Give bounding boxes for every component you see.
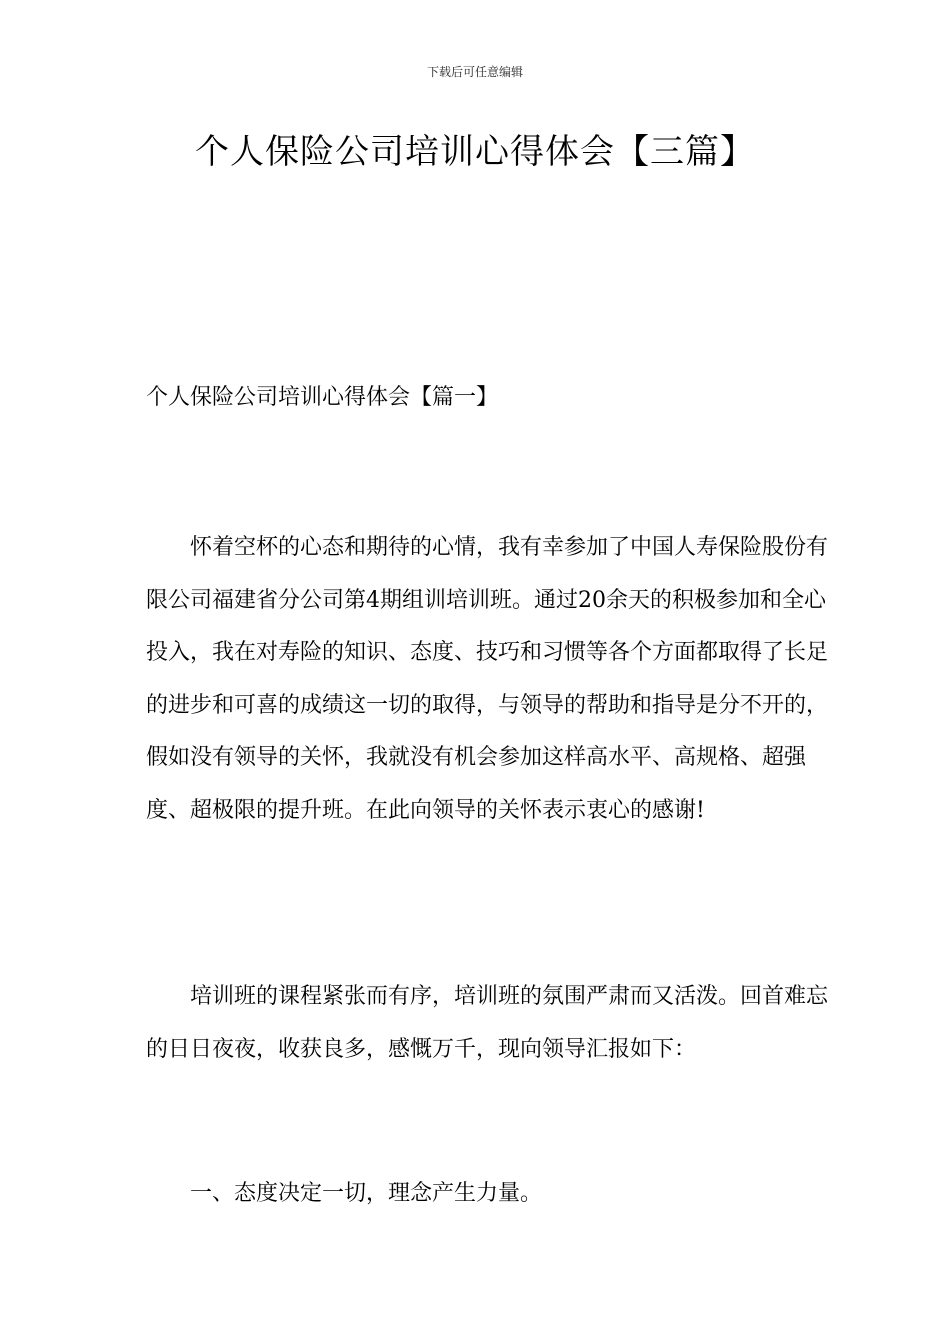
paragraph-1: 怀着空杯的心态和期待的心情，我有幸参加了中国人寿保险股份有限公司福建省分公司第4期组训培训班。通过20余天的积极参加和全心投入，我在对寿险的知识、态度、技巧和习惯等各个方面都取得了长足的进步和可喜的成绩这一切的取得，与领导的帮助和指导是分不开的，假如没有领导的关怀，我就没有机会参加这样高水平、高规格、超强度、超极限的提升班。在此向领导的关怀表示衷心的感谢! [146,535,829,823]
paragraph-3: 一、态度决定一切，理念产生力量。 [190,1181,543,1206]
download-note: 下载后可任意编辑 [426,65,523,79]
paragraph-2: 培训班的课程紧张而有序，培训班的氛围严肃而又活泼。回首难忘的日日夜夜，收获良多，感慨万千，现向领导汇报如下： [146,984,829,1062]
section-heading: 个人保险公司培训心得体会【篇一】 [146,385,499,410]
document-title: 个人保险公司培训心得体会【三篇】 [195,132,755,172]
